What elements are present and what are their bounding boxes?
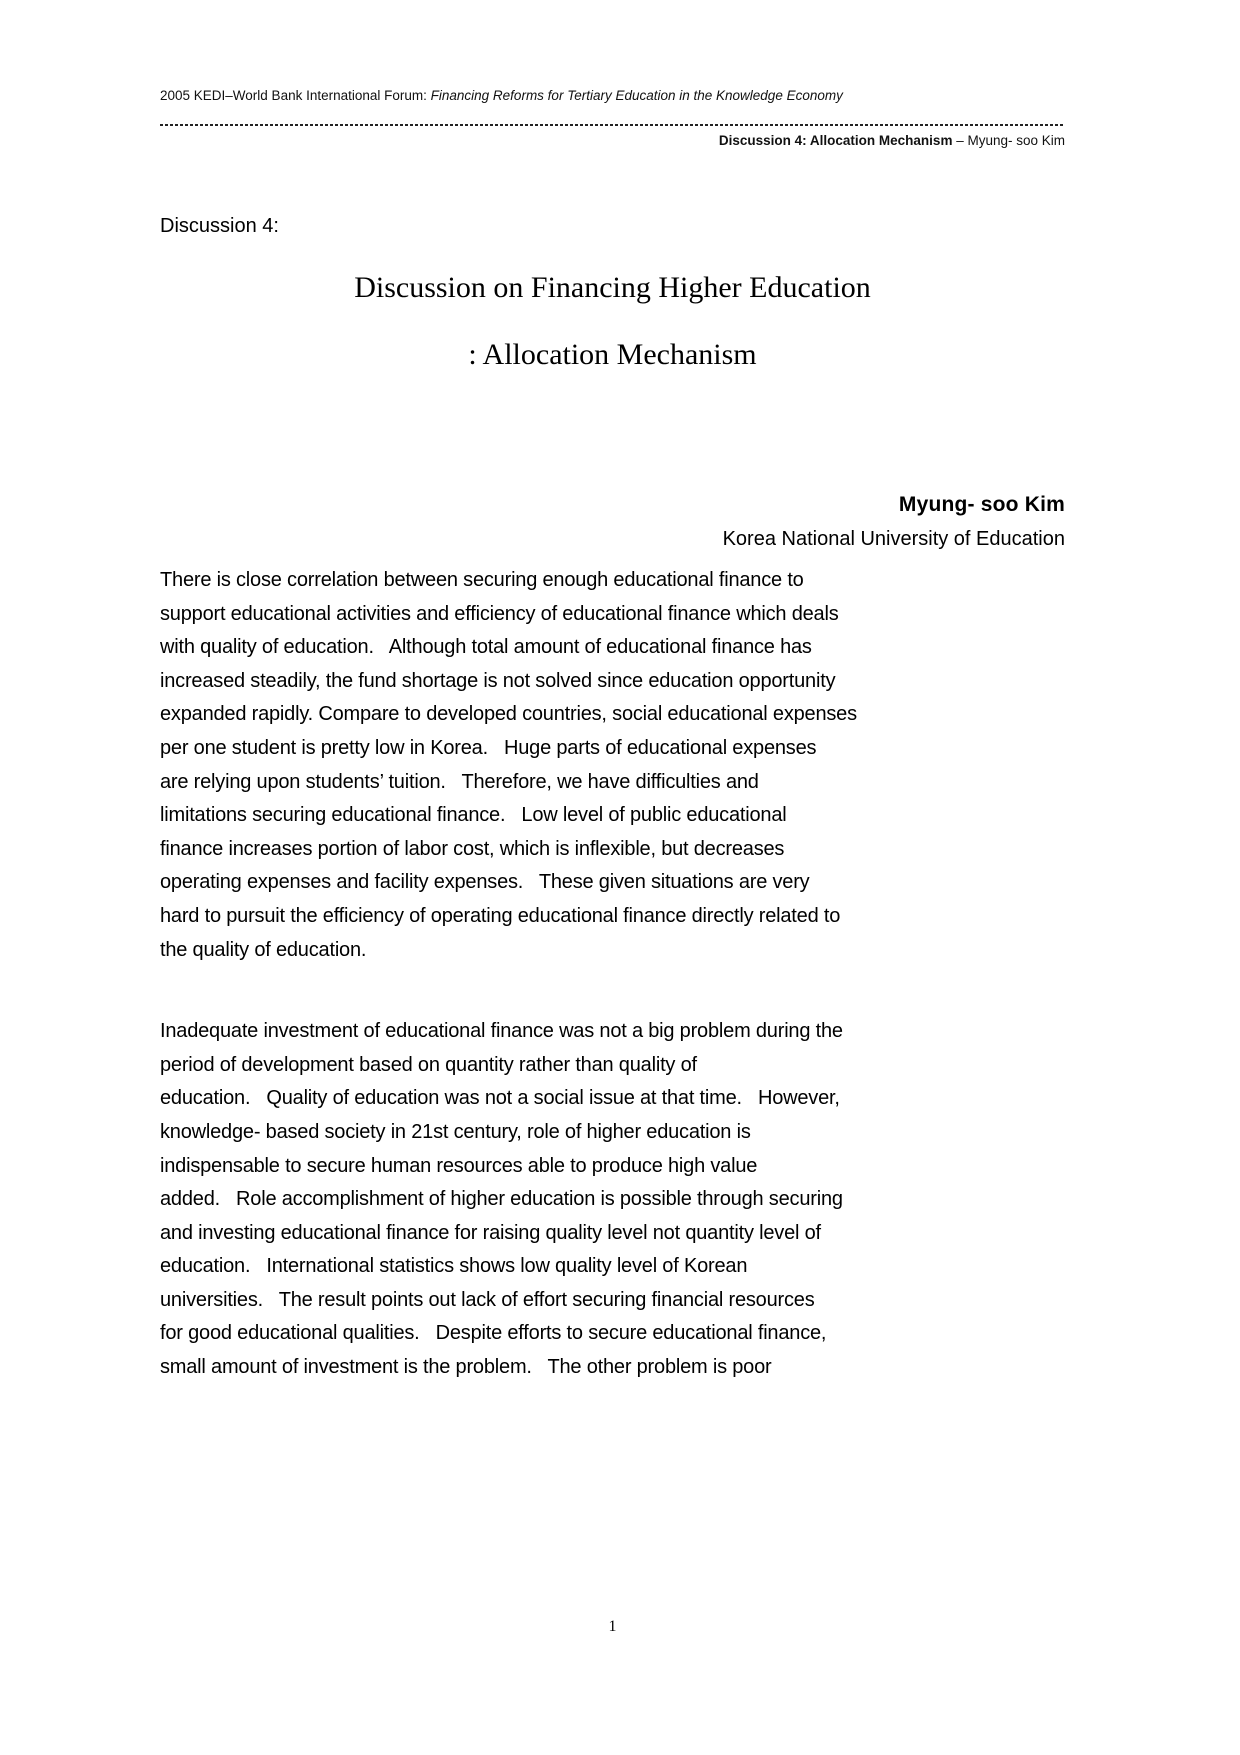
text-line: per one student is pretty low in Korea. Huge parts of educational expenses — [160, 736, 817, 759]
text-line: Inadequate investment of educational finance was not a big problem during the — [160, 1020, 843, 1043]
forum-header — [160, 86, 1065, 106]
text-line: expanded rapidly. Compare to developed countries, social educational expenses — [160, 703, 857, 726]
text-line: the quality of education. — [160, 938, 367, 961]
header-divider — [160, 124, 1065, 126]
page-number: 1 — [608, 1618, 617, 1635]
text-line: operating expenses and facility expenses. These given situations are very — [160, 871, 810, 894]
forum-subtitle: Financing Reforms for Tertiary Education in the Knowledge Economy — [430, 88, 843, 103]
paragraph-1 — [160, 564, 1160, 967]
text-line: indispensable to secure human resources able to produce high value — [160, 1154, 758, 1177]
text-line: for good educational qualities. Despite efforts to secure educational finance, — [160, 1322, 827, 1345]
text-line: support educational activities and efficiency of educational finance which deals — [160, 602, 839, 625]
text-line: period of development based on quantity rather than quality of — [160, 1053, 697, 1076]
running-head — [160, 131, 1065, 151]
body-text — [160, 564, 1160, 1385]
text-line: universities. The result points out lack of effort securing financial resources — [160, 1288, 815, 1311]
paragraph-2 — [160, 1015, 1160, 1385]
text-line: finance increases portion of labor cost, which is inflexible, but decreases — [160, 837, 785, 860]
text-line: increased steadily, the fund shortage is not solved since education opportunity — [160, 669, 836, 692]
text-line: small amount of investment is the problem. The other problem is poor — [160, 1356, 772, 1379]
forum-name: 2005 KEDI–World Bank International Forum: — [160, 88, 431, 103]
text-line: are relying upon students’ tuition. Therefore, we have difficulties and — [160, 770, 759, 793]
text-line: knowledge- based society in 21st century, role of higher education is — [160, 1120, 751, 1143]
author-affiliation: Korea National University of Education — [722, 528, 1065, 550]
running-head-title: Discussion 4: Allocation Mechanism — [718, 133, 953, 148]
text-line: hard to pursuit the efficiency of operating educational finance directly related to — [160, 904, 841, 927]
text-line: limitations securing educational finance. Low level of public educational — [160, 804, 787, 827]
text-line: education. International statistics shows low quality level of Korean — [160, 1255, 748, 1278]
document-title-line2: : Allocation Mechanism — [468, 338, 757, 371]
text-line: and investing educational finance for raising quality level not quantity level of — [160, 1221, 821, 1244]
text-line: added. Role accomplishment of higher education is possible through securing — [160, 1188, 843, 1211]
document-title-line1: Discussion on Financing Higher Education — [354, 271, 871, 304]
author-name: Myung- soo Kim — [898, 493, 1065, 516]
running-head-author: – Myung- soo Kim — [952, 133, 1065, 148]
section-label: Discussion 4: — [160, 215, 279, 237]
text-line: There is close correlation between securing enough educational finance to — [160, 569, 804, 591]
text-line: with quality of education. Although total amount of educational finance has — [160, 636, 812, 659]
text-line: education. Quality of education was not a social issue at that time. However, — [160, 1087, 840, 1110]
